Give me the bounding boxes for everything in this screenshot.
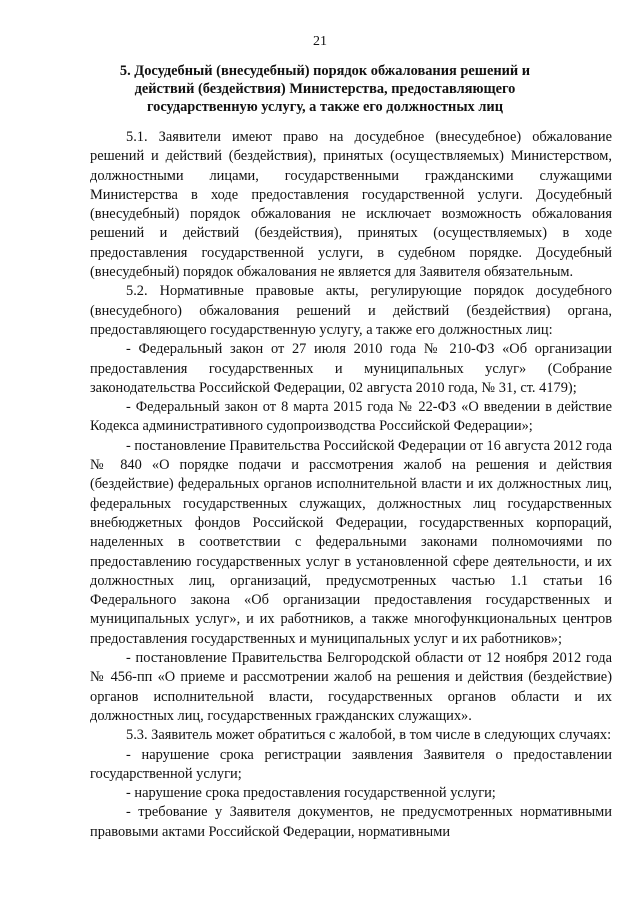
section-title: 5. Досудебный (внесудебный) порядок обжалования решений и действий (бездействия) Министерства, предоставляющего государственную услугу, а также его должностных лиц (119, 63, 531, 115)
list-item: - Федеральный закон от 27 июля 2010 года № 210-ФЗ «Об организации предоставления государственных и муниципальных услуг» (Собрание законодательства Российской Федерации, 02 августа 2010 года, № 31, ст. 4179); (90, 341, 612, 396)
list-item: - постановление Правительства Российской Федерации от 16 августа 2012 года № 840 «О порядке подачи и рассмотрения жалоб на решения и действия (бездействие) федеральных органов исполнительной власти и их должностных лиц, федеральных государственных служащих, должностных лиц государственных внебюджетных фондов Российской Федерации, государственных корпораций, наделенных в соответствии с федеральными законами полномочиями по предоставлению государственных услуг в установленной сфере деятельности, и их должностных лиц, организаций, предусмотренных частью 1.1 статьи 16 Федерального закона «Об организации предоставления государственных и муниципальных услуг», и их работников, а также многофункциональных центров предоставления государственных и муниципальных услуг и их работников»; (90, 437, 612, 647)
paragraph-5-3: 5.3. Заявитель может обратиться с жалобой, в том числе в следующих случаях: (126, 727, 612, 744)
paragraph-5-2: 5.2. Нормативные правовые акты, регулирующие порядок досудебного (внесудебного) обжалования решений и действий (бездействия) органа, предоставляющего государственную услугу, а также его должностных лиц: (90, 283, 612, 338)
list-item: - нарушение срока регистрации заявления Заявителя о предоставлении государственной услуги; (90, 746, 612, 782)
list-item: - нарушение срока предоставления государственной услуги; (126, 785, 496, 802)
list-item: - постановление Правительства Белгородской области от 12 ноября 2012 года № 456-пп «О приеме и рассмотрении жалоб на решения и действия (бездействие) органов исполнительной власти, государственных органов области и их должностных лиц, государственных гражданских служащих». (90, 650, 612, 724)
page-number: 21 (313, 34, 327, 49)
list-item: - требование у Заявителя документов, не предусмотренных нормативными правовыми актами Российской Федерации, нормативными (90, 804, 612, 840)
list-item: - Федеральный закон от 8 марта 2015 года № 22-ФЗ «О введении в действие Кодекса административного судопроизводства Российской Федерации»; (90, 399, 612, 435)
document-body (90, 128, 612, 842)
paragraph-5-1: 5.1. Заявители имеют право на досудебное (внесудебное) обжалование решений и действий (бездействия), принятых (осуществляемых) Министерством, должностными лицами, государственными гражданскими служащими Министерства в ходе предоставления государственной услуги. Досудебный (внесудебный) порядок обжалования не исключает возможность обжалования решений и действий (бездействия), принятых (осуществляемых) в ходе предоставления государственной услуги, в судебном порядке. Досудебный (внесудебный) порядок обжалования не является для Заявителя обязательным. (90, 129, 612, 281)
